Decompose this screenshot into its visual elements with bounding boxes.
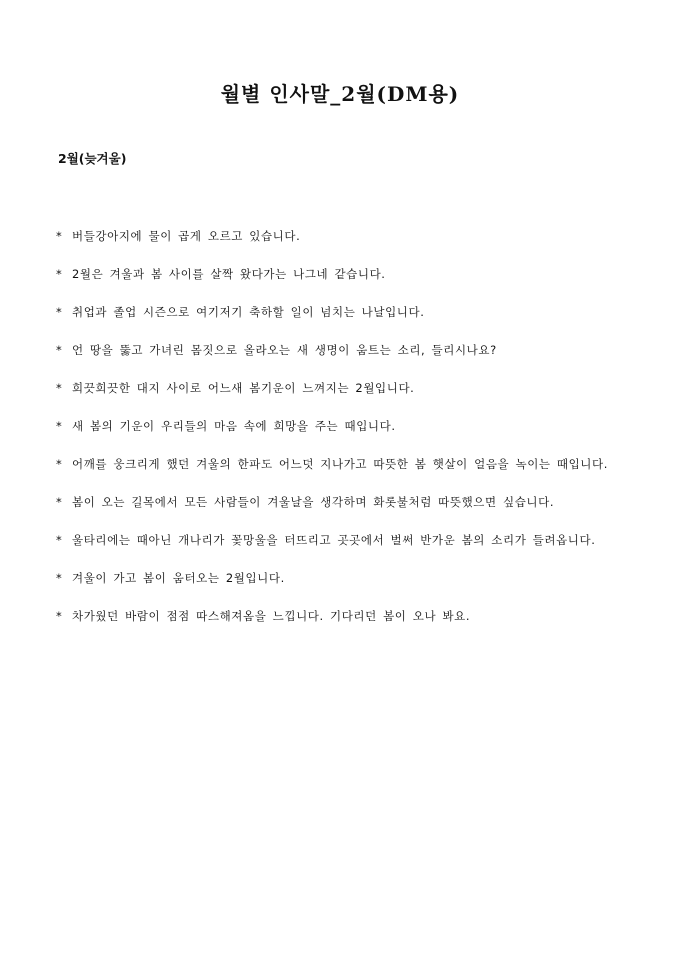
bullet-marker: *: [56, 571, 63, 585]
list-item: [56, 446, 626, 483]
list-item-text: 차가웠던 바람이 점점 따스해져옴을 느낍니다. 기다리던 봄이 오나 봐요.: [72, 609, 471, 623]
bullet-marker: *: [56, 381, 63, 395]
list-item: [56, 378, 626, 398]
list-item: [56, 606, 626, 626]
bullet-marker: *: [56, 419, 63, 433]
document-title: 월별 인사말_2월(DM용): [220, 82, 460, 106]
list-item: [56, 264, 626, 284]
list-item: [56, 568, 626, 588]
list-item-text: 봄이 오는 길목에서 모든 사람들이 겨울날을 생각하며 화롯불처럼 따뜻했으면 싶습니다.: [72, 495, 555, 509]
list-item-text: 버들강아지에 물이 곱게 오르고 있습니다.: [72, 229, 301, 243]
bullet-marker: *: [56, 267, 63, 281]
list-item: [56, 226, 626, 246]
bullet-marker: *: [56, 533, 63, 547]
list-item-text: 희끗희끗한 대지 사이로 어느새 봄기운이 느껴지는 2월입니다.: [72, 381, 415, 395]
bullet-marker: *: [56, 229, 63, 243]
list-item-text: 울타리에는 때아닌 개나리가 꽃망울을 터뜨리고 곳곳에서 벌써 반가운 봄의 소리가 들려옵니다.: [72, 533, 596, 547]
list-item: [56, 492, 626, 512]
list-item: [56, 522, 626, 559]
bullet-marker: *: [56, 495, 63, 509]
list-item-text: 겨울이 가고 봄이 움터오는 2월입니다.: [72, 571, 285, 585]
list-item-text: 새 봄의 기운이 우리들의 마음 속에 희망을 주는 때입니다.: [72, 419, 396, 433]
bullet-marker: *: [56, 609, 63, 623]
bullet-marker: *: [56, 343, 63, 357]
bullet-marker: *: [56, 457, 63, 471]
list-item: [56, 302, 626, 322]
list-item: [56, 416, 626, 436]
list-item-text: 취업과 졸업 시즌으로 여기저기 축하할 일이 넘치는 나날입니다.: [72, 305, 425, 319]
bullet-marker: *: [56, 305, 63, 319]
list-item-text: 2월은 겨울과 봄 사이를 살짝 왔다가는 나그네 같습니다.: [72, 267, 386, 281]
list-item: [56, 340, 626, 360]
list-item-text: 언 땅을 뚫고 가녀린 몸짓으로 올라오는 새 생명이 움트는 소리, 들리시나요?: [72, 343, 497, 357]
greeting-list: [56, 226, 626, 644]
section-heading: 2월(늦겨울): [58, 151, 127, 166]
list-item-text: 어깨를 웅크리게 했던 겨울의 한파도 어느덧 지나가고 따뜻한 봄 햇살이 얼음을 녹이는 때입니다.: [72, 457, 608, 471]
